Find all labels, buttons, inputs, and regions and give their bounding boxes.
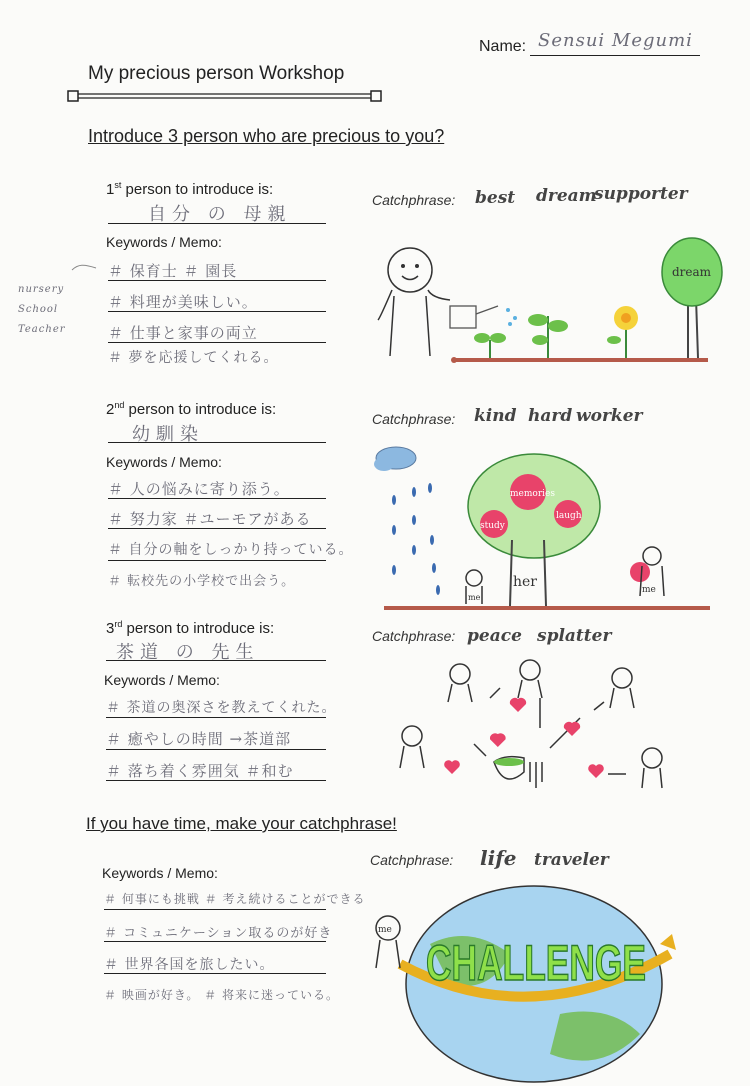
person1-memo-3: ＃ 仕事と家事の両立 [108,324,258,342]
person2-drawing [370,440,720,616]
person2-name: 幼馴染 [132,424,204,445]
person2-keywords-label: Keywords / Memo: [106,454,222,470]
person2-catch-word-3: worker [576,406,643,426]
person2-memo-1: ＃ 人の悩みに寄り添う。 [108,480,290,498]
arrow-icon [70,260,100,276]
person2-catch-word-1: kind [474,406,517,426]
svg-text:dream: dream [672,265,712,279]
person3-catchphrase-label: Catchphrase: [372,628,456,644]
person2-intro-label: 2nd person to introduce is: [106,400,277,418]
person1-intro-label: 1st person to introduce is: [106,180,274,198]
person3-name: 茶道 の 先生 [116,642,260,663]
svg-text:study: study [480,521,505,531]
person1-memo-2: ＃ 料理が美味しい。 [108,293,258,311]
page-title: My precious person Workshop [88,63,345,84]
challenge-word: CHALLENGE [426,935,646,991]
person1-catch-word-3: supporter [594,184,688,204]
person3-catch-word-2: splatter [537,626,612,646]
globe-drawing [370,884,700,1080]
person1-side-note: nursery School Teacher [18,284,66,335]
person1-keywords-label: Keywords / Memo: [106,234,222,250]
name-underline [530,55,700,56]
extra-memo-2: ＃ コミュニケーション取るのが好き [104,926,333,941]
person1-catch-word-2: dream [536,186,597,206]
person2-memo-3: ＃ 自分の軸をしっかり持っている。 [108,542,354,558]
extra-catchphrase-label: Catchphrase: [370,852,454,868]
person2-catch-word-2: hard [528,406,573,426]
svg-text:me: me [642,585,656,595]
name-label: Name: [479,38,527,55]
question-heading: Introduce 3 person who are precious to you? [88,126,445,146]
person2-memo-2: ＃ 努力家 ＃ユーモアがある [108,510,312,528]
person1-drawing [370,228,720,370]
person3-keywords-label: Keywords / Memo: [104,672,220,688]
title-decoration [66,88,386,106]
extra-catch-word-2: traveler [534,850,609,870]
svg-text:her: her [513,574,537,590]
person2-memo-4: ＃ 転校先の小学校で出会う。 [108,574,296,589]
svg-text:me: me [468,593,481,602]
name-value: Sensui Megumi [538,30,693,51]
person1-catchphrase-label: Catchphrase: [372,192,456,208]
extra-keywords-label: Keywords / Memo: [102,865,218,881]
person1-catch-word-1: best [475,188,516,208]
person1-memo-1: ＃ 保育士 ＃ 園長 [108,262,238,280]
person3-catch-word-1: peace [467,626,522,646]
extra-catch-word-1: life [480,846,517,870]
extra-memo-3: ＃ 世界各国を旅したい。 [104,957,275,973]
extra-memo-1: ＃ 何事にも挑戦 ＃ 考え続けることができる [104,892,366,906]
person1-name: 自分 の 母親 [148,204,292,225]
person3-intro-label: 3rd person to introduce is: [106,619,275,637]
extra-memo-4: ＃ 映画が好き。 ＃ 将来に迷っている。 [104,988,339,1002]
person3-memo-2: ＃ 癒やしの時間 →茶道部 [106,730,292,748]
svg-text:memories: memories [510,489,555,499]
person3-memo-1: ＃ 茶道の奥深さを教えてくれた。 [106,700,337,716]
person3-memo-3: ＃ 落ち着く雰囲気 ＃和む [106,762,294,780]
person3-drawing [390,658,710,808]
person1-memo-4: ＃ 夢を応援してくれる。 [108,350,279,366]
person2-catchphrase-label: Catchphrase: [372,411,456,427]
svg-text:laugh: laugh [556,511,582,521]
extra-heading: If you have time, make your catchphrase! [86,814,397,833]
svg-text:me: me [378,925,392,935]
